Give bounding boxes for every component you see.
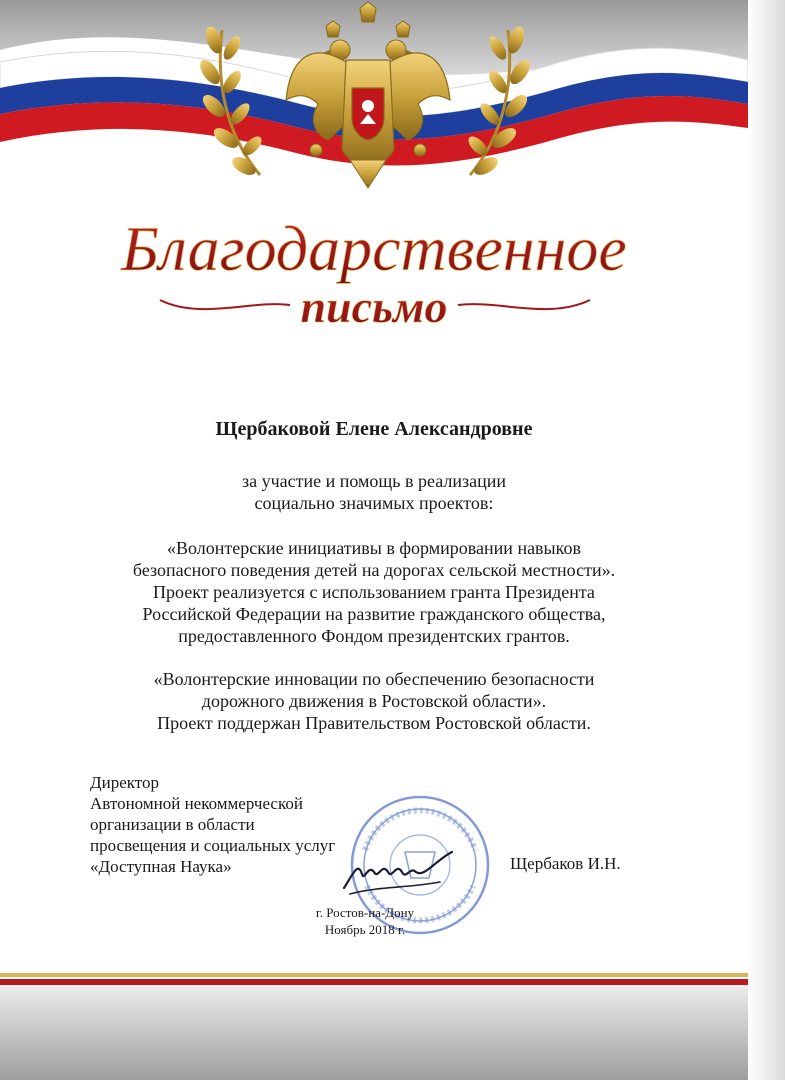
project-one-paragraph (0, 537, 748, 647)
intro-paragraph (0, 470, 748, 514)
signatory-title-block (90, 772, 335, 877)
signatory-line: Директор (90, 773, 159, 792)
intro-line: за участие и помощь в реализации (242, 471, 506, 491)
header-decoration (0, 0, 748, 360)
flourish-left (160, 300, 290, 309)
certificate-title-line2: письмо (300, 281, 448, 332)
signatory-line: «Доступная Наука» (90, 857, 232, 876)
project-one-line: «Волонтерские инициативы в формировании навыков (167, 538, 581, 558)
project-two-line: дорожного движения в Ростовской области». (201, 691, 547, 711)
page-edge-shadow (747, 0, 785, 1080)
project-one-line: Российской Федерации на развитие гражданского общества, (142, 604, 606, 624)
footer-decoration (0, 965, 748, 1080)
project-one-line: Проект реализуется с использованием гранта Президента (153, 582, 595, 602)
place-line: г. Ростов-на-Дону (315, 905, 415, 920)
project-two-line: «Волонтерские инновации по обеспечению безопасности (153, 669, 595, 689)
project-two-line: Проект поддержан Правительством Ростовской области. (157, 713, 591, 733)
project-two-paragraph (0, 668, 748, 734)
signatory-name: Щербаков И.Н. (510, 854, 621, 873)
footer-gold-line (0, 973, 748, 977)
footer-red-line (0, 979, 748, 985)
signatory-line: Автономной некоммерческой (90, 794, 303, 813)
recipient-name: Щербаковой Елене Александровне (215, 418, 533, 440)
flourish-right (458, 300, 590, 309)
project-one-line: предоставленного Фондом президентских грантов. (178, 626, 570, 646)
certificate-title-line1: Благодарственное (121, 213, 627, 284)
date-line: Ноябрь 2018 г. (324, 922, 406, 937)
footer-grey-band (0, 985, 748, 1080)
intro-line: социально значимых проектов: (254, 493, 494, 513)
signatory-line: организации в области (90, 815, 255, 834)
place-and-date (290, 904, 440, 938)
project-one-line: безопасного поведения детей на дорогах сельской местности». (132, 560, 616, 580)
handwritten-signature-icon (340, 842, 460, 902)
signatory-line: просвещения и социальных услуг (90, 836, 336, 855)
